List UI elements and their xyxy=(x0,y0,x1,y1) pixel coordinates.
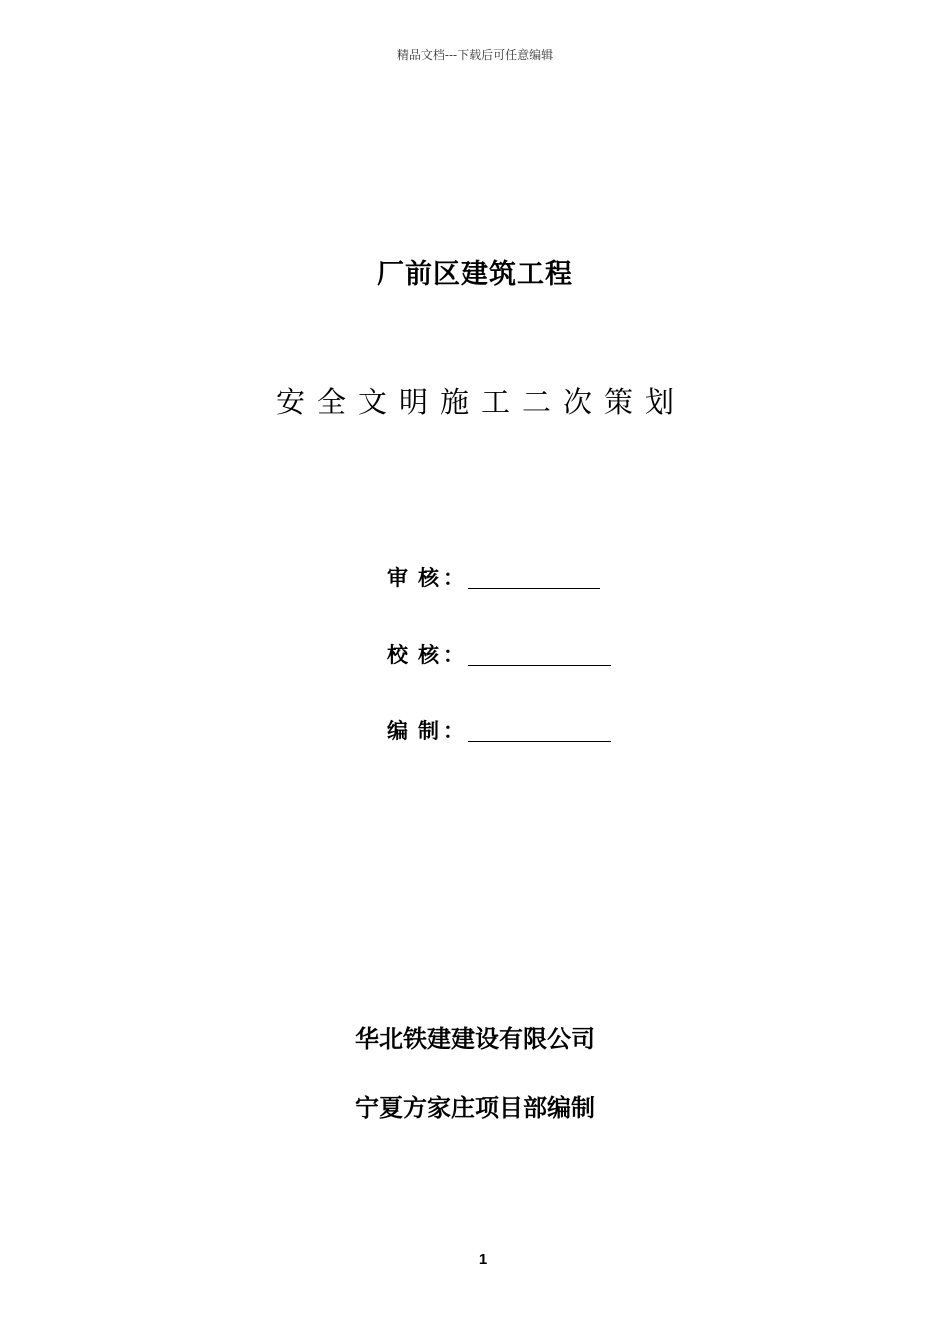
signature-label-check: 校核 xyxy=(387,643,449,667)
signature-colon: ： xyxy=(443,566,464,590)
document-title: 安全文明施工二次策划 xyxy=(275,385,686,419)
header-note: 精品文档---下载后可任意编辑 xyxy=(396,48,554,62)
page-number: 1 xyxy=(478,1251,488,1268)
signature-blank-prepare xyxy=(468,741,611,742)
department-name: 宁夏方家庄项目部编制 xyxy=(355,1094,595,1122)
signature-row-prepare xyxy=(387,716,611,746)
signature-colon: ： xyxy=(443,643,464,667)
signature-blank-check xyxy=(468,665,611,666)
project-title: 厂前区建筑工程 xyxy=(377,259,573,290)
signature-row-review xyxy=(387,563,600,593)
signature-row-check xyxy=(387,640,611,670)
signature-colon: ： xyxy=(443,719,464,743)
signature-label-prepare: 编制 xyxy=(387,719,449,743)
signature-blank-review xyxy=(468,588,600,589)
company-name: 华北铁建建设有限公司 xyxy=(355,1025,595,1053)
signature-label-review: 审核 xyxy=(387,566,449,590)
